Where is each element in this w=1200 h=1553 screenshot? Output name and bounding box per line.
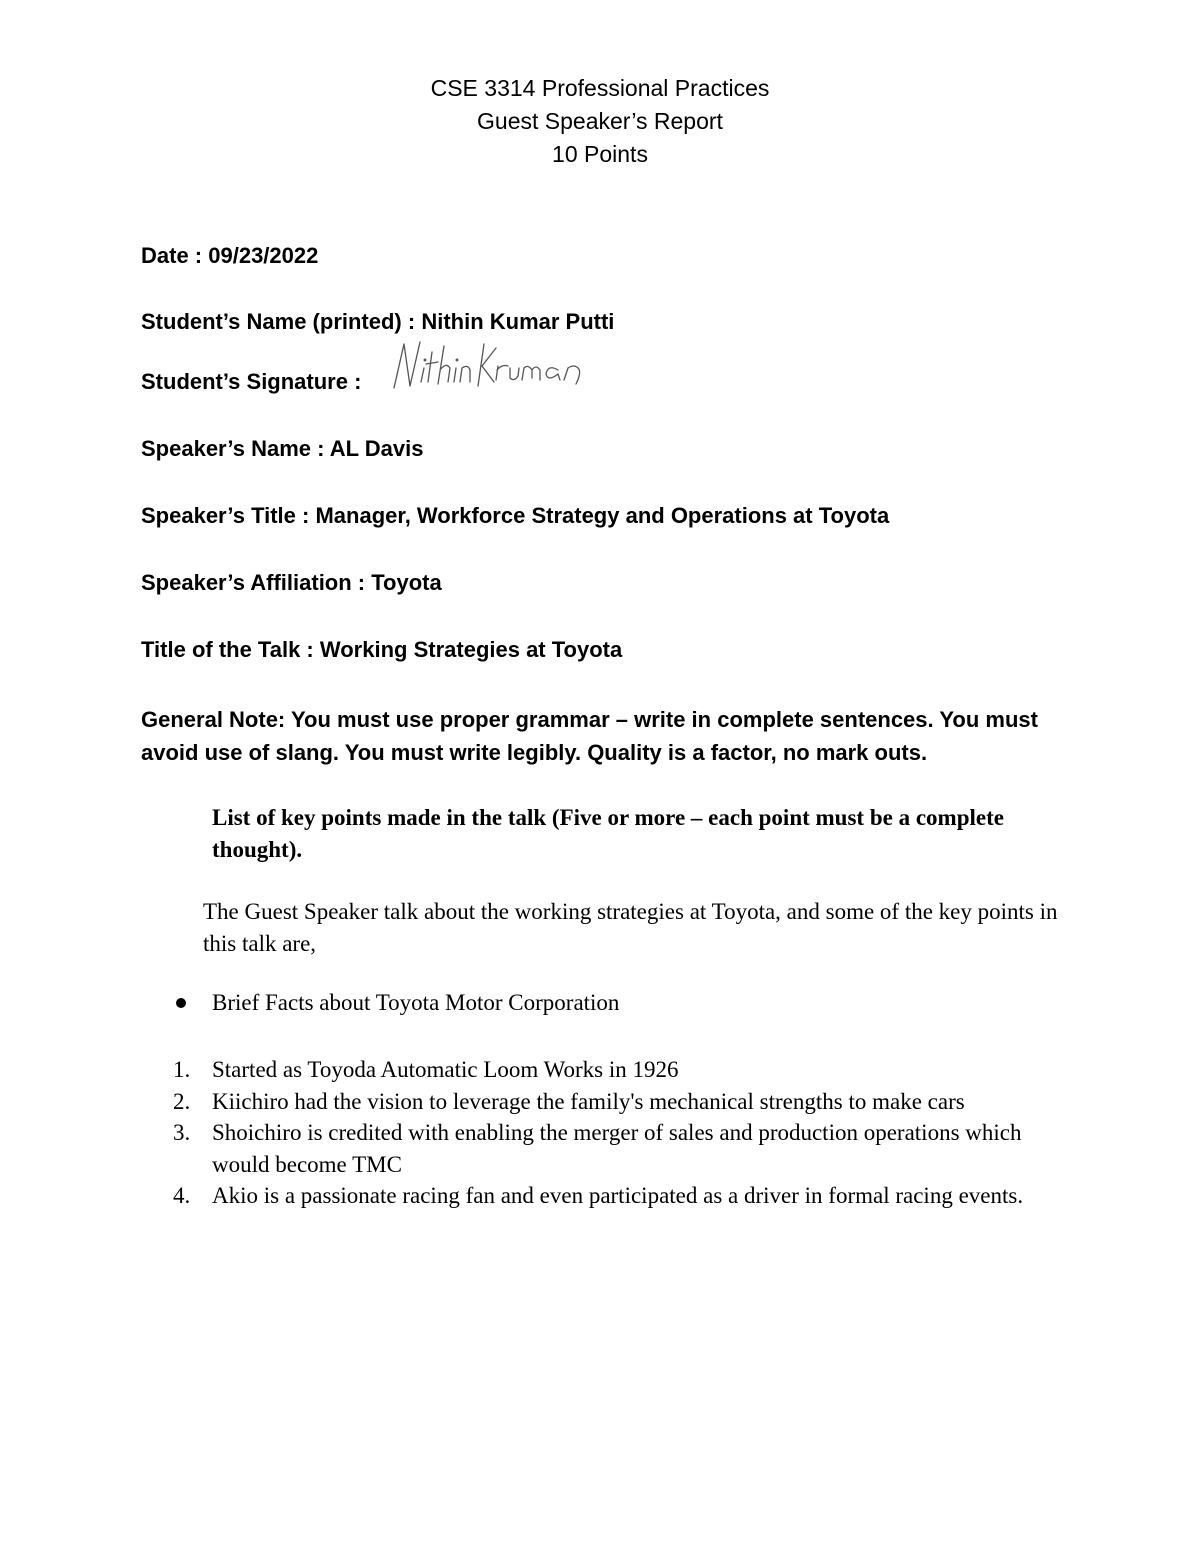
student-name-label: Student’s Name (printed) : xyxy=(141,309,422,334)
document-header xyxy=(0,72,1200,171)
list-item-text: Kiichiro had the vision to leverage the family's mechanical strengths to make cars xyxy=(212,1088,965,1114)
list-item xyxy=(173,1054,1073,1086)
date-field xyxy=(141,243,318,269)
bullet-icon xyxy=(176,998,186,1008)
points-label: 10 Points xyxy=(552,141,648,167)
key-points-heading: List of key points made in the talk (Five or more – each point must be a complete thought). xyxy=(212,805,1004,862)
list-item xyxy=(173,1117,1073,1180)
speaker-name-label: Speaker’s Name : xyxy=(141,436,330,461)
signature-field xyxy=(141,369,361,395)
date-value: 09/23/2022 xyxy=(208,243,319,268)
speaker-name-field xyxy=(141,436,423,462)
date-label: Date : xyxy=(141,243,209,268)
affiliation-label: Speaker’s Affiliation : xyxy=(141,570,372,595)
signature-label: Student’s Signature : xyxy=(141,369,362,394)
report-title: Guest Speaker’s Report xyxy=(477,108,723,134)
bullet-item xyxy=(176,990,619,1016)
talk-title-value: Working Strategies at Toyota xyxy=(319,637,623,662)
speaker-title-field xyxy=(141,503,889,529)
student-name-value: Nithin Kumar Putti xyxy=(421,309,615,334)
student-name-field xyxy=(141,309,614,335)
list-item-text: Shoichiro is credited with enabling the merger of sales and production operations which would become TMC xyxy=(212,1120,1022,1177)
list-item-text: Started as Toyoda Automatic Loom Works in 1926 xyxy=(212,1057,679,1082)
talk-title-label: Title of the Talk : xyxy=(141,637,320,662)
list-item-number: 3. xyxy=(173,1120,191,1145)
list-item-number: 1. xyxy=(173,1057,191,1082)
general-note: General Note: You must use proper grammar – write in complete sentences. You must avoid use of slang. You must write legibly. Quality is a factor, no mark outs. xyxy=(141,707,1038,765)
list-item xyxy=(173,1086,1073,1118)
bullet-text: Brief Facts about Toyota Motor Corporation xyxy=(212,990,620,1015)
list-item-number: 4. xyxy=(173,1183,191,1208)
speaker-affiliation-field xyxy=(141,570,442,596)
speaker-title-label: Speaker’s Title : xyxy=(141,503,316,528)
list-item-number: 2. xyxy=(173,1088,191,1114)
course-title: CSE 3314 Professional Practices xyxy=(430,75,770,101)
list-item-text: Akio is a passionate racing fan and even participated as a driver in formal racing events. xyxy=(212,1183,1024,1208)
speaker-title-value: Manager, Workforce Strategy and Operations at Toyota xyxy=(315,503,890,528)
affiliation-value: Toyota xyxy=(371,570,442,595)
numbered-list xyxy=(173,1054,1073,1212)
intro-paragraph: The Guest Speaker talk about the working strategies at Toyota, and some of the key points in this talk are, xyxy=(203,899,1058,956)
list-item xyxy=(173,1180,1073,1212)
speaker-name-value: AL Davis xyxy=(329,436,424,461)
handwritten-signature xyxy=(388,338,598,398)
talk-title-field xyxy=(141,637,622,663)
